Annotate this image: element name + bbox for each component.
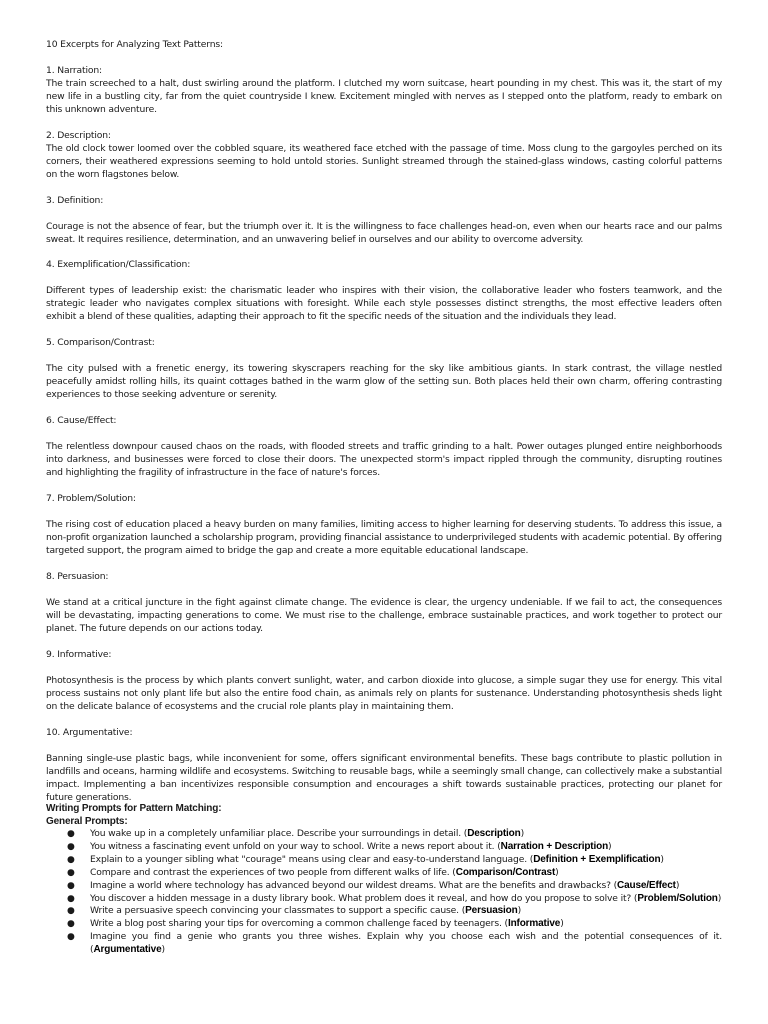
excerpt-heading: 6. Cause/Effect: bbox=[46, 415, 117, 426]
prompt-close: ) bbox=[161, 944, 165, 956]
prompt-pattern: Description bbox=[467, 828, 521, 839]
bullet-icon: ● bbox=[67, 919, 75, 930]
prompt-item bbox=[46, 867, 722, 880]
bullet-icon: ● bbox=[67, 880, 75, 891]
excerpt-informative bbox=[46, 649, 722, 714]
excerpt-problem-solution bbox=[46, 493, 722, 558]
excerpt-narration bbox=[46, 65, 722, 117]
prompt-item bbox=[46, 854, 722, 867]
prompt-close: ) bbox=[608, 840, 612, 852]
prompt-close: ) bbox=[560, 918, 564, 930]
prompt-close: ) bbox=[675, 879, 680, 891]
excerpt-body: Different types of leadership exist: the charismatic leader who inspires with their vision, the collaborative leader who fosters teamwork, and the strategic leader who navigates complex situations with foresight. While each style possesses distinct strengths, the most effective leaders often exhibit a blend of these qualities, adapting their approach to fit the specific needs of the situation and the individuals they lead. bbox=[46, 284, 722, 322]
excerpt-cause-effect bbox=[46, 415, 722, 480]
prompt-pattern: Comparison/Contrast bbox=[455, 866, 556, 878]
prompt-text: Write a blog post sharing your tips for overcoming a common challenge faced by teenagers. ( bbox=[90, 918, 508, 930]
excerpt-comparison bbox=[46, 337, 722, 402]
excerpt-argumentative bbox=[46, 727, 722, 805]
excerpt-description bbox=[46, 130, 722, 182]
prompts-title: Writing Prompts for Pattern Matching: bbox=[46, 803, 222, 814]
prompt-item bbox=[46, 905, 722, 918]
prompt-item bbox=[46, 880, 722, 893]
prompt-item bbox=[46, 931, 722, 957]
prompt-text: Explain to a younger sibling what "courage" means using clear and easy-to-understand language. ( bbox=[90, 853, 534, 865]
excerpt-heading: 5. Comparison/Contrast: bbox=[46, 337, 155, 348]
excerpt-persuasion bbox=[46, 571, 722, 636]
prompts-subtitle: General Prompts: bbox=[46, 815, 128, 827]
excerpt-body: Banning single-use plastic bags, while inconvenient for some, offers significant environmental benefits. These bags contribute to plastic pollution in landfills and oceans, harming wildlife and ecosystems. Switching to reusable bags, while a seemingly small change, can collectively make a substantial impact. Implementing a ban incentivizes responsible consumption and encourages a shift towards sustainable practices, protecting our planet for future generations. bbox=[46, 752, 722, 803]
prompt-text: You witness a fascinating event unfold on your way to school. Write a news report about it. ( bbox=[90, 840, 501, 852]
bullet-icon: ● bbox=[67, 854, 75, 865]
excerpt-heading: 7. Problem/Solution: bbox=[46, 493, 136, 504]
bullet-icon: ● bbox=[67, 906, 75, 917]
bullet-icon: ● bbox=[67, 932, 75, 943]
prompt-close: ) bbox=[660, 853, 664, 865]
prompt-pattern: Narration + Description bbox=[500, 840, 609, 852]
prompt-pattern: Argumentative bbox=[93, 944, 162, 956]
prompt-text: Write a persuasive speech convincing your classmates to support a specific cause. ( bbox=[90, 905, 466, 917]
excerpt-heading: 8. Persuasion: bbox=[46, 571, 109, 582]
writing-prompts bbox=[46, 803, 722, 957]
prompt-text: You discover a hidden message in a dusty library book. What problem does it reveal, and how do you propose to solve it? ( bbox=[90, 892, 638, 904]
excerpt-body: Courage is not the absence of fear, but the triumph over it. It is the willingness to face challenges head-on, even when our hearts race and our palms sweat. It requires resilience, determination, and an unwavering belief in ourselves and our ability to overcome adversity. bbox=[46, 220, 722, 245]
prompt-close: ) bbox=[555, 866, 559, 878]
excerpt-body: The rising cost of education placed a heavy burden on many families, limiting access to higher learning for deserving students. To address this issue, a non-profit organization launched a scholarship program, providing financial assistance to underprivileged students with academic potential. By offering targeted support, the program aimed to bridge the gap and create a more equitable educational landscape. bbox=[46, 518, 722, 556]
prompt-close: ) bbox=[520, 828, 525, 839]
document-title: 10 Excerpts for Analyzing Text Patterns: bbox=[46, 39, 223, 50]
excerpt-heading: 2. Description: bbox=[46, 130, 111, 141]
excerpt-exemplification bbox=[46, 259, 722, 324]
prompt-item bbox=[46, 893, 722, 906]
excerpt-body: The train screeched to a halt, dust swirling around the platform. I clutched my worn suitcase, heart pounding in my chest. This was it, the start of my new life in a bustling city, far from the quiet countryside I knew. Excitement mingled with nerves as I stepped onto the platform, ready to embark on this unknown adventure. bbox=[46, 77, 722, 115]
excerpt-heading: 4. Exemplification/Classification: bbox=[46, 259, 191, 270]
excerpt-body: The old clock tower loomed over the cobbled square, its weathered face etched with the passage of time. Moss clung to the gargoyles perched on its corners, their weathered expressions seeming to hold untold stories. Sunlight streamed through the stained-glass windows, casting colorful patterns on the worn flagstones below. bbox=[46, 142, 722, 180]
excerpt-heading: 9. Informative: bbox=[46, 649, 112, 660]
bullet-icon: ● bbox=[67, 829, 75, 839]
excerpt-body: Photosynthesis is the process by which plants convert sunlight, water, and carbon dioxide into glucose, a simple sugar they use for energy. This vital process sustains not only plant life but also the entire food chain, as animals rely on plants for sustenance. Understanding photosynthesis sheds light on the delicate balance of ecosystems and the crucial role plants play in maintaining them. bbox=[46, 674, 722, 712]
prompt-pattern: Persuasion bbox=[465, 905, 518, 917]
prompt-close: ) bbox=[717, 892, 722, 904]
excerpt-body: We stand at a critical juncture in the fight against climate change. The evidence is clear, the urgency undeniable. If we fail to act, the consequences will be devastating, impacting generations to come. We must rise to the challenge, embrace sustainable practices, and work together to protect our planet. The future depends on our actions today. bbox=[46, 596, 722, 634]
prompt-pattern: Cause/Effect bbox=[617, 879, 676, 891]
prompt-item bbox=[46, 841, 722, 854]
bullet-icon: ● bbox=[67, 867, 75, 878]
prompt-text: You wake up in a completely unfamiliar place. Describe your surroundings in detail. ( bbox=[90, 828, 468, 839]
excerpt-heading: 10. Argumentative: bbox=[46, 727, 133, 738]
bullet-icon: ● bbox=[67, 893, 75, 904]
excerpt-definition bbox=[46, 195, 722, 247]
prompt-pattern: Problem/Solution bbox=[637, 892, 718, 904]
prompt-item bbox=[46, 828, 722, 841]
prompt-text: Imagine a world where technology has advanced beyond our wildest dreams. What are the benefits and drawbacks? ( bbox=[90, 879, 618, 891]
prompt-close: ) bbox=[517, 905, 522, 917]
prompt-text: Imagine you find a genie who grants you three wishes. Explain why you choose each wish and the potential consequences of it. ( bbox=[90, 931, 722, 956]
prompt-pattern: Informative bbox=[507, 918, 561, 930]
excerpt-heading: 3. Definition: bbox=[46, 195, 104, 206]
prompt-item bbox=[46, 918, 722, 931]
prompt-list bbox=[46, 828, 722, 957]
excerpt-body: The city pulsed with a frenetic energy, its towering skyscrapers reaching for the sky like ambitious giants. In stark contrast, the village nestled peacefully amidst rolling hills, its quaint cottages bathed in the warm glow of the setting sun. Both places held their own charm, offering contrasting experiences to those seeking adventure or serenity. bbox=[46, 362, 722, 400]
excerpt-body: The relentless downpour caused chaos on the roads, with flooded streets and traffic grinding to a halt. Power outages plunged entire neighborhoods into darkness, and businesses were forced to close their doors. The unexpected storm's impact rippled through the community, disrupting routines and highlighting the fragility of infrastructure in the face of nature's forces. bbox=[46, 440, 722, 478]
prompt-text: Compare and contrast the experiences of two people from different walks of life. ( bbox=[90, 866, 456, 878]
bullet-icon: ● bbox=[67, 841, 75, 852]
prompt-pattern: Definition + Exemplification bbox=[533, 853, 661, 865]
excerpt-heading: 1. Narration: bbox=[46, 65, 102, 76]
